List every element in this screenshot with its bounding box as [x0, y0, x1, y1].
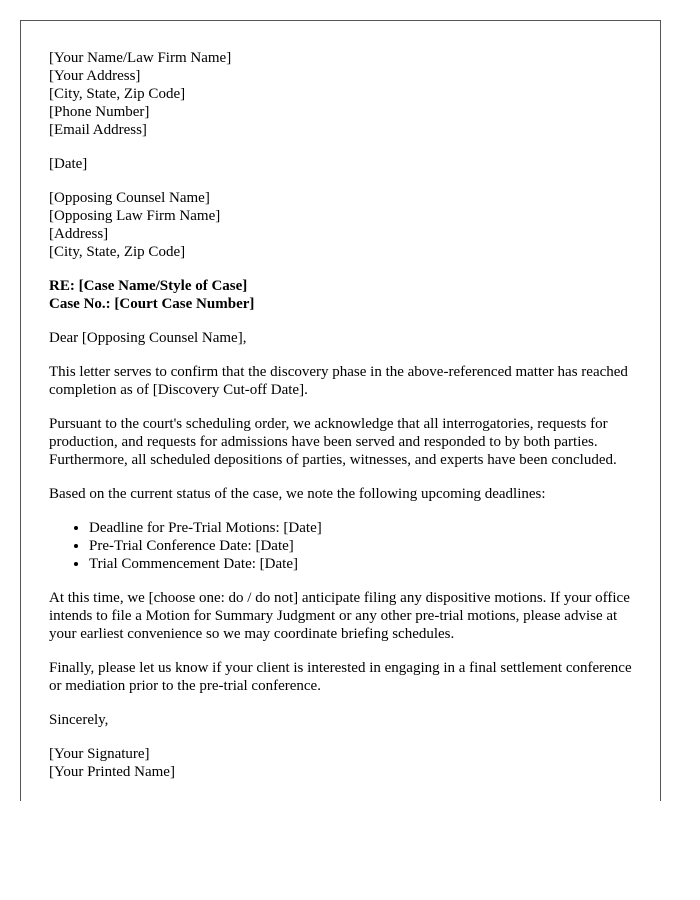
sender-block: [49, 49, 632, 139]
signature-block: [49, 745, 632, 781]
recipient-block: [49, 189, 632, 261]
letter-date: [Date]: [49, 156, 88, 172]
printed-name: [Your Printed Name]: [49, 764, 175, 780]
list-item: • Trial Commencement Date: [Date]: [89, 555, 632, 573]
re-case-number: Case No.: [Court Case Number]: [49, 296, 255, 312]
deadlines-list: [49, 519, 632, 573]
sender-city-state-zip: [City, State, Zip Code]: [49, 86, 186, 102]
recipient-firm: [Opposing Law Firm Name]: [49, 208, 221, 224]
date-block: [49, 155, 632, 173]
paragraph-settlement: Finally, please let us know if your client is interested in engaging in a final settlement conference or mediation prior to the pre-trial conference.: [49, 660, 632, 694]
sender-email: [Email Address]: [49, 122, 147, 138]
paragraph-dispositive-motions: At this time, we [choose one: do / do not] anticipate filing any dispositive motions. If your office intends to file a Motion for Summary Judgment or any other pre-trial motions, please advise at your earliest convenience so we may coordinate briefing schedules.: [49, 590, 630, 642]
paragraph-discovery-complete: This letter serves to confirm that the discovery phase in the above-referenced matter has reached completion as of [Discovery Cut-off Date].: [49, 364, 628, 398]
recipient-address: [Address]: [49, 226, 109, 242]
re-block: [49, 277, 632, 313]
signature: [Your Signature]: [49, 746, 150, 762]
sender-phone: [Phone Number]: [49, 104, 150, 120]
letter-page: [20, 20, 661, 801]
closing: Sincerely,: [49, 712, 109, 728]
sender-name: [Your Name/Law Firm Name]: [49, 50, 232, 66]
recipient-name: [Opposing Counsel Name]: [49, 190, 210, 206]
list-item: • Pre-Trial Conference Date: [Date]: [89, 537, 632, 555]
salutation: Dear [Opposing Counsel Name],: [49, 330, 247, 346]
re-case-name: RE: [Case Name/Style of Case]: [49, 278, 248, 294]
sender-address: [Your Address]: [49, 68, 141, 84]
list-item: • Deadline for Pre-Trial Motions: [Date]: [89, 519, 632, 537]
recipient-city-state-zip: [City, State, Zip Code]: [49, 244, 186, 260]
paragraph-deadlines-intro: Based on the current status of the case, we note the following upcoming deadlines:: [49, 486, 546, 502]
paragraph-discovery-details: Pursuant to the court's scheduling order, we acknowledge that all interrogatories, requests for production, and requests for admissions have been served and responded to by both parties. Furthermore, all scheduled depositions of parties, witnesses, and experts have been concluded.: [49, 416, 617, 468]
